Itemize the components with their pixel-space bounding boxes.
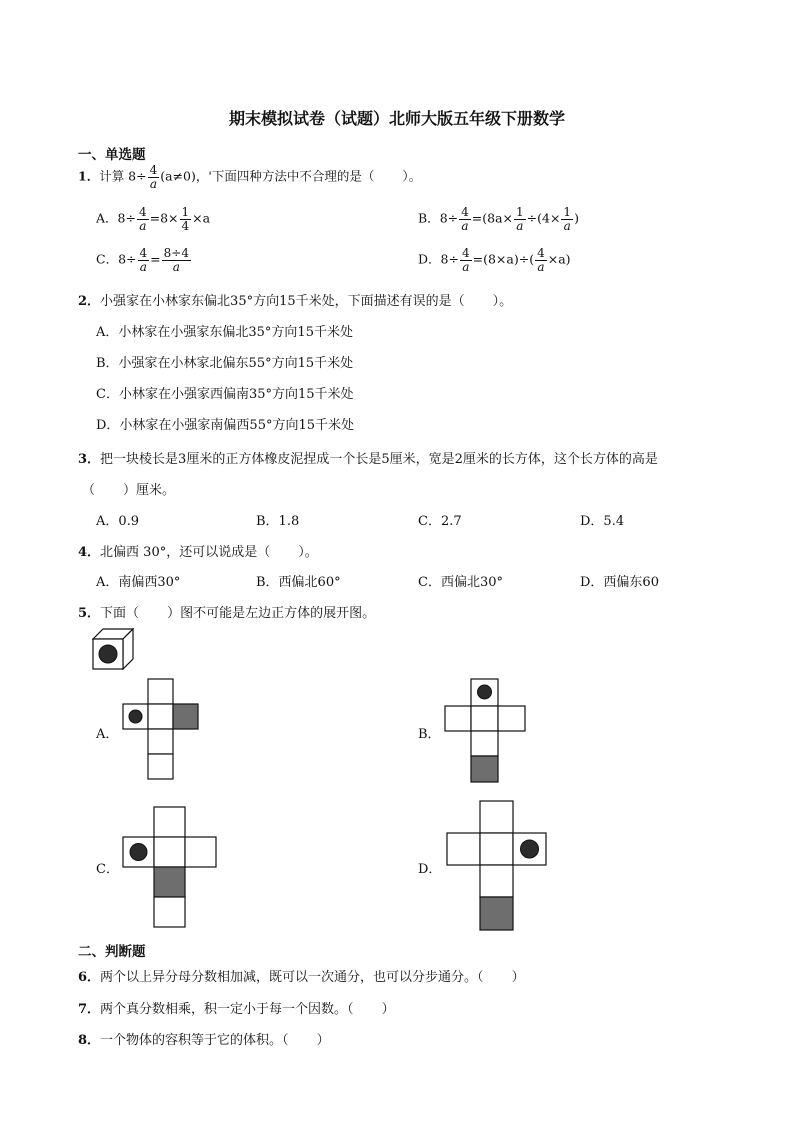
option-2d[interactable]: D．小林家在小强家南偏西55°方向15千米处: [96, 418, 355, 433]
option-1c[interactable]: C．8÷ $\frac{4}{a}$ = $\frac{8\div 4}{a}$: [96, 246, 189, 274]
option-4c[interactable]: C．西偏北30°: [418, 575, 503, 590]
option-5a[interactable]: A．: [96, 727, 119, 742]
question-text: (a≠0)，'下面四种方法中不合理的是（: [160, 168, 375, 184]
option-3a[interactable]: A．0.9: [96, 514, 140, 529]
question-1: [78, 164, 421, 190]
option-4b[interactable]: B．西偏北60°: [256, 575, 341, 590]
net-b-figure[interactable]: [444, 678, 528, 786]
shaded-face: [471, 756, 498, 782]
option-4d[interactable]: D．西偏东60: [580, 575, 659, 590]
option-2c[interactable]: C．小林家在小强家西偏南35°方向15千米处: [96, 387, 354, 402]
option-3c[interactable]: C．2.7: [418, 514, 462, 529]
question-number: 1．: [78, 168, 100, 184]
cube-figure: [92, 628, 136, 670]
shaded-face: [480, 897, 513, 930]
question-8: 8．一个物体的容积等于它的体积。（ ）: [78, 1033, 330, 1048]
question-4: 4．北偏西 30°，还可以说成是（ ）。: [78, 545, 318, 560]
dot-face: [129, 710, 142, 723]
option-1a[interactable]: A．8÷ $\frac{4}{a}$ =8× $\frac{1}{4}$ ×a: [96, 205, 211, 233]
option-3d[interactable]: D．5.4: [580, 514, 625, 529]
net-a-figure[interactable]: [122, 678, 202, 782]
question-5: 5．下面（ ）图不可能是左边正方体的展开图。: [78, 606, 376, 621]
dot-face: [478, 685, 492, 699]
net-c-figure[interactable]: [122, 806, 218, 930]
option-5b[interactable]: B．: [418, 727, 441, 742]
option-2a[interactable]: A．小林家在小强家东偏北35°方向15千米处: [96, 325, 353, 340]
option-5d[interactable]: D．: [418, 862, 442, 877]
net-d-figure[interactable]: [446, 800, 548, 934]
dot-face: [99, 645, 117, 663]
option-4a[interactable]: A．南偏西30°: [96, 575, 181, 590]
section-heading-single-choice: 一、单选题: [78, 147, 146, 163]
option-5c[interactable]: C．: [96, 862, 119, 877]
question-text: 计算 8÷: [99, 168, 147, 184]
option-3b[interactable]: B．1.8: [256, 514, 300, 529]
question-6: 6．两个以上异分母分数相加减，既可以一次通分，也可以分步通分。（ ）: [78, 970, 525, 985]
section-heading-true-false: 二、判断题: [78, 944, 146, 960]
fraction: $\frac{4}{a}$: [149, 163, 158, 191]
question-2: 2．小强家在小林家东偏北35°方向15千米处，下面描述有误的是（ ）。: [78, 294, 513, 309]
dot-face: [130, 844, 147, 861]
question-text: ）。: [402, 168, 422, 184]
page-title: 期末模拟试卷（试题）北师大版五年级下册数学: [228, 109, 565, 128]
question-3-line2: （ ）厘米。: [82, 483, 176, 498]
dot-face: [521, 840, 539, 858]
option-1b[interactable]: B．8÷ $\frac{4}{a}$ =(8a× $\frac{1}{a}$ ÷(4× $\frac{1}{a}$ ): [418, 205, 579, 233]
question-7: 7．两个真分数相乘，积一定小于每一个因数。（ ）: [78, 1002, 395, 1017]
shaded-face: [173, 704, 198, 729]
question-3: 3．把一块棱长是3厘米的正方体橡皮泥捏成一个长是5厘米，宽是2厘米的长方体，这个长方体的高是: [78, 452, 658, 467]
shaded-face: [154, 867, 185, 897]
option-2b[interactable]: B．小强家在小林家北偏东55°方向15千米处: [96, 356, 354, 371]
option-1d[interactable]: D．8÷ $\frac{4}{a}$ =(8×a)÷( $\frac{4}{a}$ ×a): [418, 246, 571, 274]
